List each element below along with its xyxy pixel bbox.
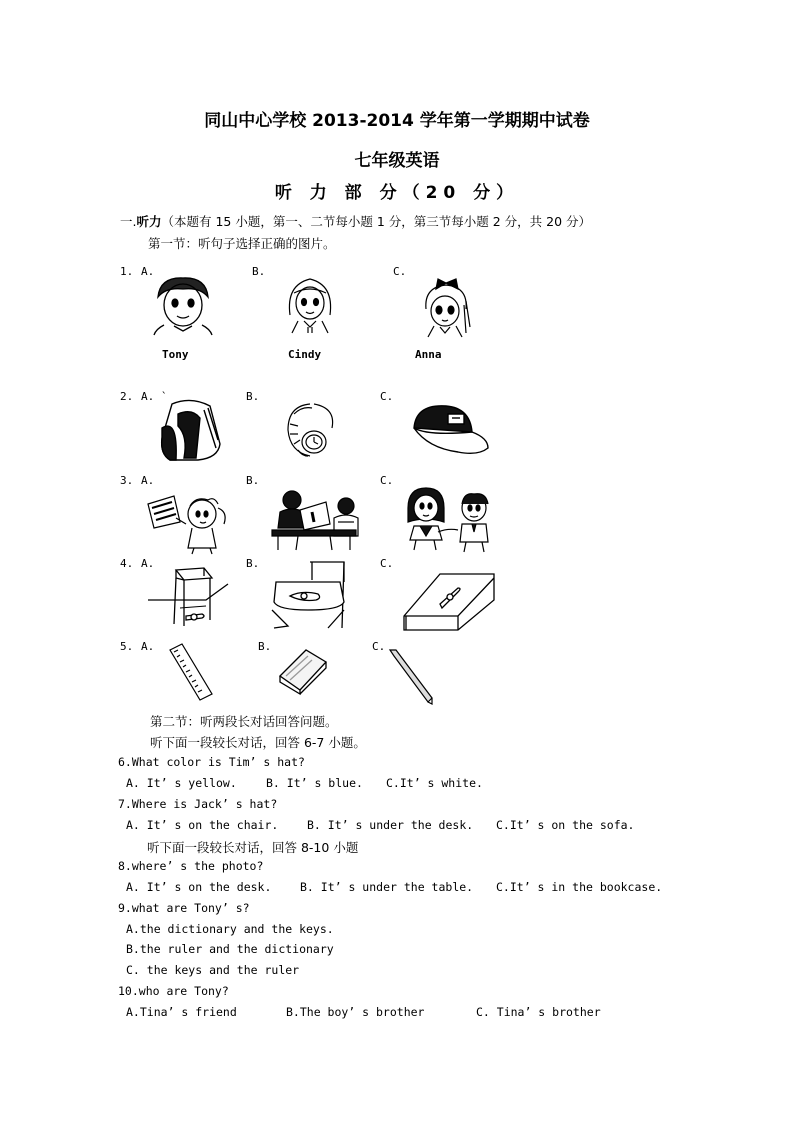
q2-option-c: C. (380, 390, 394, 403)
q9-option-a: A.the dictionary and the keys. (126, 922, 334, 936)
q6-option-c: C.It’ s white. (386, 776, 483, 790)
q9-option-c: C. the keys and the ruler (126, 963, 300, 977)
q1-name-tony: Tony (162, 348, 189, 361)
dialogue1-note: 听下面一段较长对话，回答 6-7 小题。 (150, 735, 366, 750)
q2-number: 2. (120, 390, 134, 403)
q2-option-b: B. (246, 390, 260, 403)
q3-option-a: A. (141, 474, 155, 487)
q2-option-a: A. ` (141, 390, 168, 403)
backpack-icon (158, 398, 224, 462)
q9-option-b: B.the ruler and the dictionary (126, 942, 334, 956)
watch-icon (280, 400, 342, 460)
exam-subtitle: 七年级英语 (354, 151, 440, 171)
q8-option-b: B. It’ s under the table. (300, 880, 474, 894)
girl-with-bow-icon (416, 279, 472, 339)
q4-option-c: C. (380, 557, 394, 570)
q8-option-c: C.It’ s in the bookcase. (496, 880, 663, 894)
q5-number: 5. (120, 640, 134, 653)
watch-on-table-icon (400, 570, 496, 632)
cap-icon (408, 402, 492, 460)
q1-option-c: C. (393, 265, 407, 278)
q4-number: 4. (120, 557, 134, 570)
q4-option-b: B. (246, 557, 260, 570)
q7-option-b: B. It’ s under the desk. (307, 818, 474, 832)
boy-face-icon (152, 275, 214, 335)
q1-option-a: A. (141, 265, 155, 278)
exam-title: 同山中心学校 2013-2014 学年第一学期期中试卷 (204, 111, 590, 131)
q6-option-a: A. It’ s yellow. (126, 776, 237, 790)
question-8: 8.where’ s the photo? (118, 859, 264, 873)
eraser-icon (276, 646, 330, 694)
q4-option-a: A. (141, 557, 155, 570)
part1-heading-rest: （本题有 15 小题，第一、二节每小题 1 分，第三节每小题 2 分，共 20 分） (161, 214, 592, 229)
girl-and-boy-icon (404, 486, 496, 552)
part1-number: 一. (120, 214, 137, 229)
girl-face-icon (284, 275, 336, 335)
q3-option-c: C. (380, 474, 394, 487)
q10-option-a: A.Tina’ s friend (126, 1005, 237, 1019)
q1-name-anna: Anna (415, 348, 442, 361)
q3-number: 3. (120, 474, 134, 487)
q3-option-b: B. (246, 474, 260, 487)
ruler-icon (168, 642, 214, 702)
section2-instruction: 第二节：听两段长对话回答问题。 (150, 714, 338, 729)
watch-on-chair-icon (268, 558, 352, 630)
q7-option-a: A. It’ s on the chair. (126, 818, 279, 832)
question-10: 10.who are Tony? (118, 984, 229, 998)
part1-heading-bold: 听力 (136, 214, 162, 229)
boy-with-sign-icon (146, 488, 230, 554)
pencil-icon (388, 648, 434, 704)
q5-option-c: C. (372, 640, 386, 653)
q5-option-a: A. (141, 640, 155, 653)
q1-number: 1. (120, 265, 134, 278)
dialogue2-note: 听下面一段较长对话，回答 8-10 小题 (147, 840, 359, 855)
question-9: 9.what are Tony’ s? (118, 901, 250, 915)
q5-option-b: B. (258, 640, 272, 653)
q8-option-a: A. It’ s on the desk. (126, 880, 272, 894)
q10-option-b: B.The boy’ s brother (286, 1005, 425, 1019)
question-7: 7.Where is Jack’ s hat? (118, 797, 278, 811)
section1-instruction: 第一节：听句子选择正确的图片。 (148, 236, 336, 251)
q7-option-c: C.It’ s on the sofa. (496, 818, 635, 832)
watch-under-chair-icon (146, 566, 230, 628)
part1-heading (120, 212, 591, 230)
q6-option-b: B. It’ s blue. (266, 776, 363, 790)
q1-option-b: B. (252, 265, 266, 278)
people-at-table-icon (270, 488, 362, 552)
question-6: 6.What color is Tim’ s hat? (118, 755, 305, 769)
q10-option-c: C. Tina’ s brother (476, 1005, 601, 1019)
section-title: 听 力 部 分（20 分） (274, 183, 520, 203)
q1-name-cindy: Cindy (288, 348, 322, 361)
